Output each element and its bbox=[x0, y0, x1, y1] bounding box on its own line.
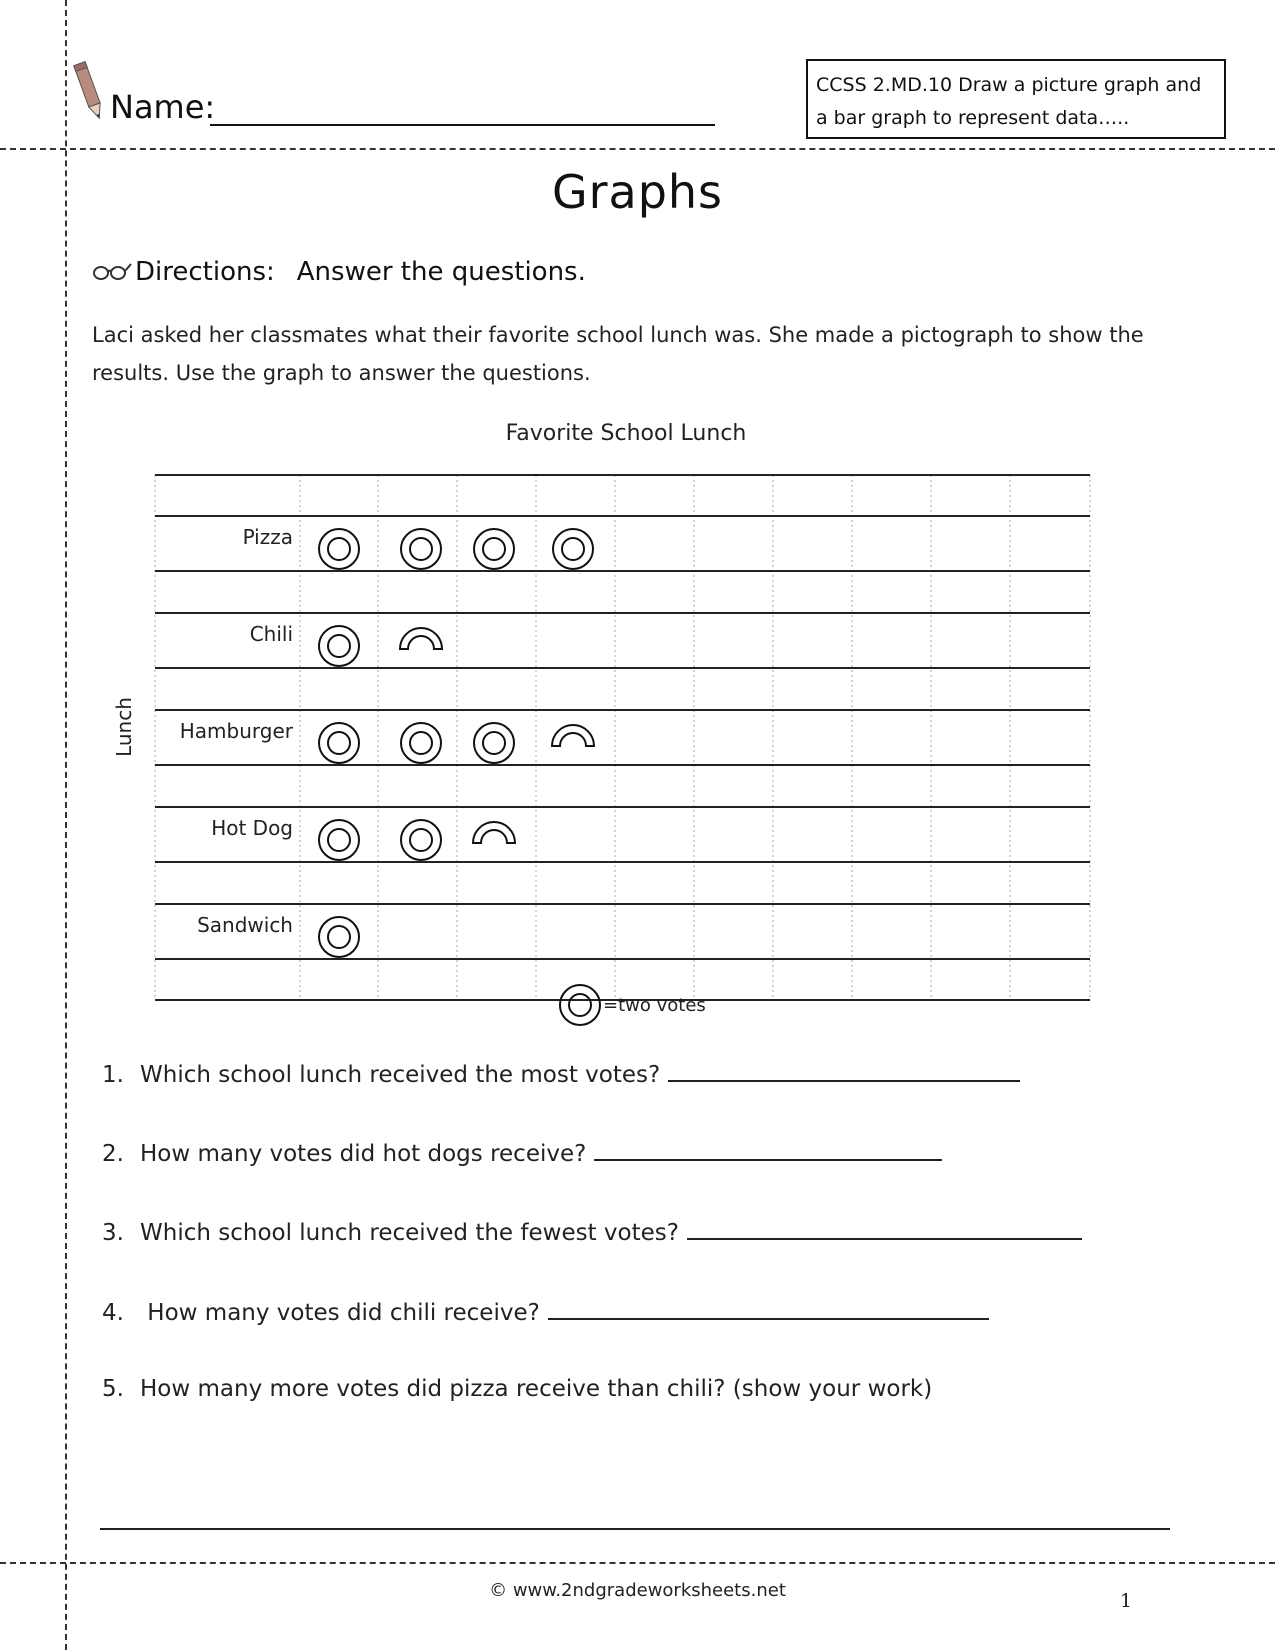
question-3 bbox=[102, 1216, 1082, 1246]
question-5 bbox=[102, 1376, 932, 1402]
full-symbol-icon bbox=[319, 626, 359, 666]
full-symbol-icon bbox=[319, 820, 359, 860]
name-label: Name: bbox=[110, 88, 216, 126]
chart-grid bbox=[155, 475, 1090, 1000]
question-4 bbox=[102, 1296, 989, 1326]
half-symbol-icon bbox=[400, 628, 442, 649]
category-label: Sandwich bbox=[197, 913, 293, 937]
chart-y-axis-label: Lunch bbox=[112, 697, 136, 757]
chart-symbols bbox=[319, 529, 594, 957]
copyright-footer: © www.2ndgradeworksheets.net bbox=[489, 1580, 786, 1601]
category-label: Pizza bbox=[242, 525, 293, 549]
question-text: How many more votes did pizza receive than chili? (show your work) bbox=[140, 1376, 933, 1402]
key-text: =two votes bbox=[603, 995, 706, 1016]
question-number: 2. bbox=[102, 1141, 124, 1167]
page-number: 1 bbox=[1120, 1590, 1133, 1612]
half-symbol-icon bbox=[552, 725, 594, 746]
answer-line-2[interactable] bbox=[594, 1137, 942, 1161]
question-number: 1. bbox=[102, 1062, 124, 1088]
category-label: Hamburger bbox=[179, 719, 293, 743]
half-symbol-icon bbox=[473, 822, 515, 843]
question-2 bbox=[102, 1137, 942, 1167]
full-symbol-icon bbox=[401, 820, 441, 860]
full-symbol-icon bbox=[401, 529, 441, 569]
full-symbol-icon bbox=[319, 917, 359, 957]
answer-line-3[interactable] bbox=[687, 1216, 1082, 1240]
standard-box: CCSS 2.MD.10 Draw a picture graph and a bar graph to represent data….. bbox=[806, 59, 1226, 139]
question-text: How many votes did chili receive? bbox=[140, 1300, 540, 1326]
question-number: 5. bbox=[102, 1376, 124, 1402]
question-text: Which school lunch received the fewest votes? bbox=[140, 1220, 679, 1246]
bottom-dashed-line bbox=[0, 1562, 1275, 1564]
full-symbol-icon bbox=[401, 723, 441, 763]
chart-category-labels bbox=[180, 525, 294, 937]
directions-text: Answer the questions. bbox=[296, 257, 586, 287]
full-symbol-icon bbox=[319, 529, 359, 569]
key-symbol-icon bbox=[560, 985, 600, 1025]
full-symbol-icon bbox=[319, 723, 359, 763]
answer-line-1[interactable] bbox=[668, 1058, 1020, 1082]
directions-label: Directions: bbox=[135, 257, 275, 287]
intro-paragraph: Laci asked her classmates what their favorite school lunch was. She made a pictograph to show the results. Use the graph to answer the questions. bbox=[92, 323, 1144, 385]
question-number: 3. bbox=[102, 1220, 124, 1246]
work-answer-line[interactable] bbox=[100, 1528, 1170, 1530]
answer-line-4[interactable] bbox=[548, 1296, 989, 1320]
page-title: Graphs bbox=[551, 165, 724, 219]
question-number: 4. bbox=[102, 1300, 124, 1326]
full-symbol-icon bbox=[474, 529, 514, 569]
question-1 bbox=[102, 1058, 1020, 1088]
question-text: Which school lunch received the most votes? bbox=[140, 1062, 661, 1088]
chart-title: Favorite School Lunch bbox=[505, 421, 747, 446]
chart-key bbox=[560, 985, 706, 1025]
full-symbol-icon bbox=[553, 529, 593, 569]
category-label: Hot Dog bbox=[211, 816, 293, 840]
full-symbol-icon bbox=[474, 723, 514, 763]
question-text: How many votes did hot dogs receive? bbox=[140, 1141, 587, 1167]
category-label: Chili bbox=[249, 622, 293, 646]
